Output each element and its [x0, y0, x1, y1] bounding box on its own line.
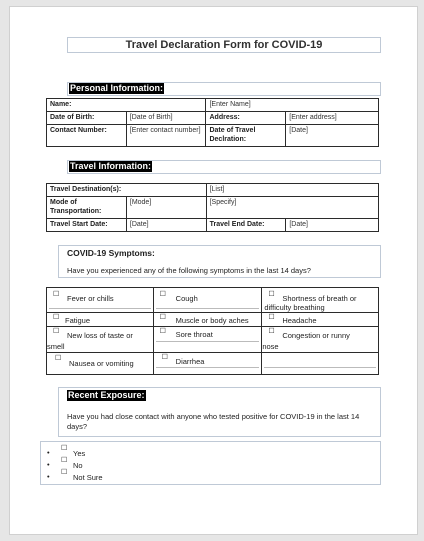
underline [156, 308, 260, 309]
form-title: Travel Declaration Form for COVID-19 [67, 37, 381, 53]
end-date-field[interactable]: [Date] [286, 219, 379, 232]
travel-declaration-date-label: Date of Travel Declration: [206, 125, 286, 147]
symptom-loss-of-taste-overflow: smell [47, 342, 65, 351]
symptoms-table [46, 287, 379, 375]
symptom-nausea: Nausea or vomiting [69, 359, 134, 368]
travel-table [46, 183, 379, 232]
symptom-fever: Fever or chills [67, 294, 114, 303]
symptom-cough: Cough [175, 294, 198, 303]
symptoms-frame [58, 245, 381, 278]
contact-label: Contact Number: [47, 125, 127, 147]
checkbox-shortness-of-breath[interactable]: ☐ [268, 291, 275, 298]
checkbox-loss-of-taste[interactable]: ☐ [53, 328, 60, 335]
checkbox-cough[interactable]: ☐ [159, 291, 166, 298]
checkbox-congestion[interactable]: ☐ [268, 328, 275, 335]
symptom-congestion-overflow: nose [262, 342, 279, 351]
checkbox-nausea[interactable]: ☐ [55, 355, 62, 362]
symptoms-question: Have you experienced any of the following symptoms in the last 14 days? [67, 266, 311, 275]
symptom-shortness-of-breath: Shortness of breath or difficulty breathing [264, 294, 357, 312]
checkbox-diarrhea[interactable]: ☐ [161, 354, 168, 361]
symptoms-heading: COVID-19 Symptoms: [67, 248, 155, 258]
contact-field[interactable]: [Enter contact number] [126, 125, 206, 147]
option-yes-label: Yes [73, 449, 86, 458]
document-page [9, 6, 418, 535]
personal-table [46, 98, 379, 147]
exposure-frame [58, 387, 381, 437]
address-field[interactable]: [Enter address] [286, 112, 379, 125]
symptom-fatigue: Fatigue [65, 316, 91, 325]
symptom-headache: Headache [282, 316, 317, 325]
destination-label: Travel Destination(s): [47, 184, 207, 197]
checkbox-fever[interactable]: ☐ [53, 291, 60, 298]
mode-label: Mode of Transportation: [47, 197, 127, 219]
checkbox-not-sure[interactable]: ☐ [61, 469, 68, 476]
symptom-congestion: Congestion or runny [282, 331, 350, 340]
underline [156, 367, 260, 368]
destination-field[interactable]: [List] [206, 184, 378, 197]
travel-declaration-date-field[interactable]: [Date] [286, 125, 379, 147]
underline [49, 308, 151, 309]
name-label: Name: [47, 99, 206, 112]
checkbox-muscle-aches[interactable]: ☐ [159, 314, 166, 321]
exposure-heading: Recent Exposure: [68, 390, 145, 400]
dob-field[interactable]: [Date of Birth] [126, 112, 206, 125]
exposure-options-frame: • ☐ Yes • ☐ No • ☐ Not Sure [40, 441, 381, 485]
option-no-label: No [73, 461, 83, 470]
symptom-loss-of-taste: New loss of taste or [67, 331, 133, 340]
exposure-question: Have you had close contact with anyone who tested positive for COVID-19 in the last 14 days? [67, 412, 360, 431]
underline [156, 341, 260, 342]
option-not-sure-label: Not Sure [73, 473, 103, 482]
underline [264, 367, 376, 368]
name-field[interactable]: [Enter Name] [206, 99, 379, 112]
checkbox-fatigue[interactable]: ☐ [53, 314, 60, 321]
checkbox-sore-throat[interactable]: ☐ [159, 328, 166, 335]
checkbox-headache[interactable]: ☐ [268, 314, 275, 321]
symptom-diarrhea: Diarrhea [175, 357, 205, 366]
personal-heading: Personal Information: [70, 83, 164, 93]
mode-field[interactable]: [Mode] [126, 197, 206, 219]
travel-heading: Travel Information: [70, 161, 152, 171]
checkbox-yes[interactable]: ☐ [61, 445, 68, 452]
symptom-sore-throat: Sore throat [175, 330, 213, 339]
personal-heading-frame [67, 82, 381, 96]
symptom-muscle-aches: Muscle or body aches [175, 316, 249, 325]
end-date-label: Travel End Date: [206, 219, 286, 232]
start-date-label: Travel Start Date: [47, 219, 127, 232]
start-date-field[interactable]: [Date] [126, 219, 206, 232]
address-label: Address: [206, 112, 286, 125]
specify-field[interactable]: [Specify] [206, 197, 378, 219]
dob-label: Date of Birth: [47, 112, 127, 125]
checkbox-no[interactable]: ☐ [61, 457, 68, 464]
travel-heading-frame [67, 160, 381, 174]
